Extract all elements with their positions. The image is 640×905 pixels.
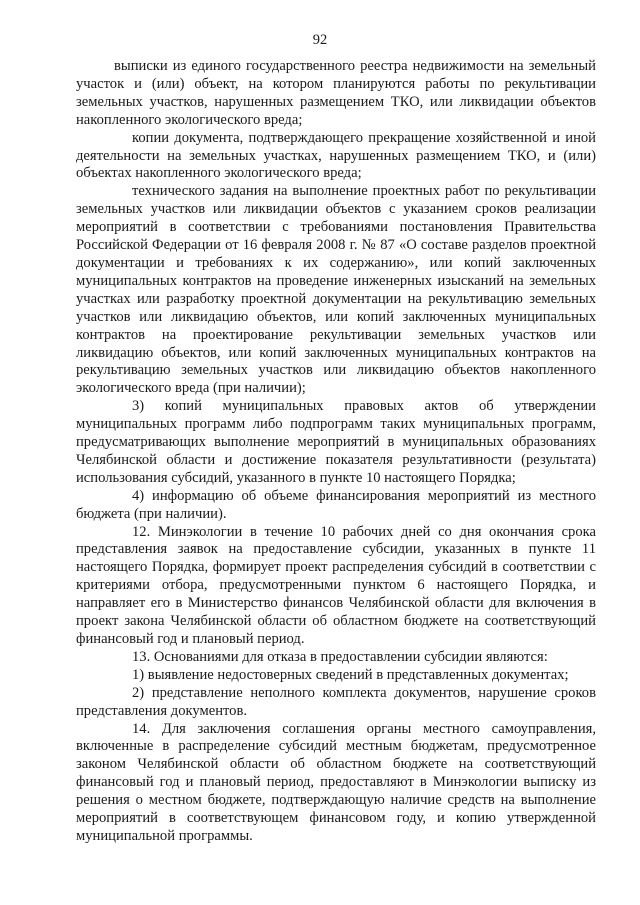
paragraph: копии документа, подтверждающего прекращение хозяйственной и иной деятельности на земельных участках, нарушенных размещением ТКО, и (или) объектах накопленного экологического вреда; (76, 129, 596, 182)
paragraph: 12. Минэкологии в течение 10 рабочих дней со дня окончания срока представления заявок на предоставление субсидии, указанных в пункте 11 настоящего Порядка, формирует проект распределения субсидий в соответствии с критериями отбора, предусмотренными пунктом 6 настоящего Порядка, и направляет его в Министерство финансов Челябинской области для включения в проект закона Челябинской области об областном бюджете на соответствующий финансовый год и плановый период. (76, 523, 596, 647)
paragraph: 13. Основаниями для отказа в предоставлении субсидии являются: (132, 648, 548, 665)
paragraph: 14. Для заключения соглашения органы местного самоуправления, включенные в распределение субсидий местным бюджетам, предусмотренное законом Челябинской области об областном бюджете на соответствующий финансовый год и плановый период, предоставляют в Минэкологии выписку из решения о местном бюджете, подтверждающую наличие средств на выполнение мероприятий в соответствующем финансовом году, и копию утвержденной муниципальной программы. (76, 720, 596, 844)
paragraph: 3) копий муниципальных правовых актов об утверждении муниципальных программ либо подпрограмм таких муниципальных программ, предусматривающих выполнение мероприятий в муниципальных образованиях Челябинской области и достижение показателя результативности (результата) использования субсидий, указанного в пункте 10 настоящего Порядка; (76, 398, 596, 486)
document-body (76, 58, 596, 846)
paragraph: 1) выявление недостоверных сведений в представленных документах; (132, 666, 569, 683)
paragraph: 4) информацию об объеме финансирования мероприятий из местного бюджета (при наличии). (76, 487, 596, 522)
paragraph: 2) представление неполного комплекта документов, нарушение сроков представления документов. (76, 684, 596, 719)
paragraph: выписки из единого государственного реестра недвижимости на земельный участок и (или) объект, на котором планируются работы по рекультивации земельных участков, нарушенных размещением ТКО, или ликвидации объектов накопленного экологического вреда; (76, 58, 596, 128)
page-number: 92 (312, 32, 328, 48)
paragraph: технического задания на выполнение проектных работ по рекультивации земельных участков или ликвидации объектов с указанием сроков реализации мероприятий в соответствии с требованиями постановления Правительства Российской Федерации от 16 февраля 2008 г. № 87 «О составе разделов проектной документации и требованиях к их содержанию», или копий заключенных муниципальных контрактов на проведение инженерных изысканий на земельных участках или разработку проектной документации на рекультивацию земельных участков или ликвидацию объектов, или копий заключенных муниципальных контрактов на проектирование рекультивации земельных участков или ликвидацию объектов, или копий заключенных муниципальных контрактов на рекультивацию земельных участков или ликвидацию объектов накопленного экологического вреда (при наличии); (76, 183, 596, 397)
